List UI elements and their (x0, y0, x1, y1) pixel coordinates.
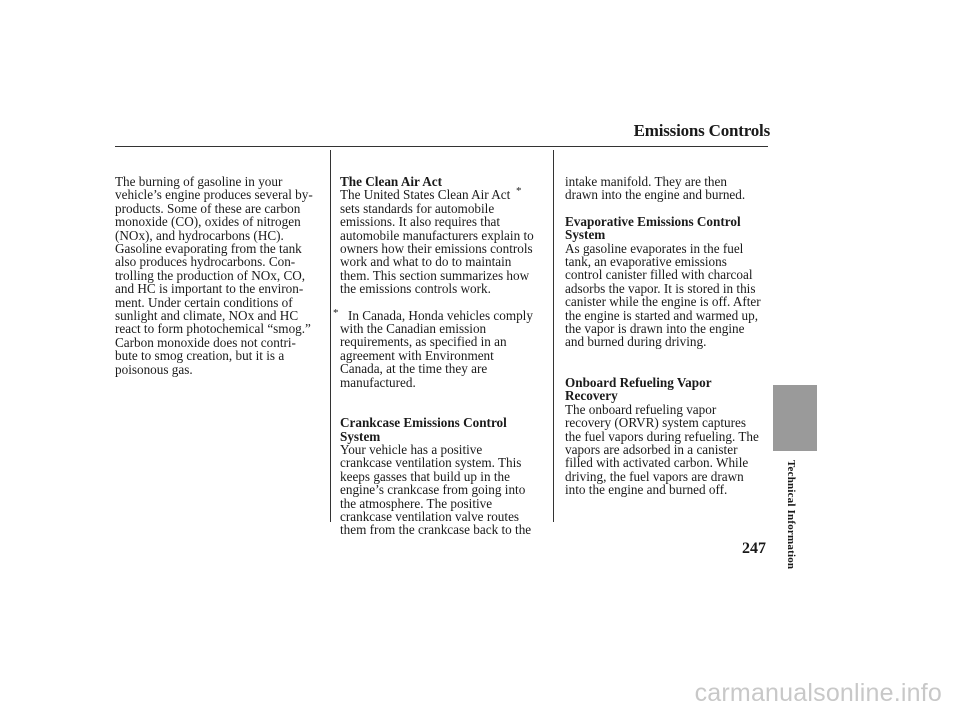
asterisk-mark: * (516, 185, 522, 198)
watermark: carmanualsonline.info (694, 679, 942, 707)
column-divider-right (553, 150, 554, 522)
clean-air-act-text: The United States Clean Air Act sets standards for automobile emissions. It also requires that automobile manufacturers explain to owners how their emissions controls work and what to do to maintain them. This section summarizes how the emissions controls work. (340, 187, 534, 297)
section-tab (773, 385, 817, 451)
spacer (340, 389, 550, 416)
spacer (565, 349, 775, 376)
continued-paragraph: intake manifold. They are then drawn into the engine and burned. (565, 174, 746, 203)
footnote-asterisk: * (333, 306, 339, 319)
orvr-heading: Onboard Refueling Vapor Recovery (565, 374, 712, 404)
middle-column (333, 174, 550, 538)
section-label: Technical Information (785, 460, 797, 570)
evaporative-body: As gasoline evaporates in the fuel tank, an evaporative emissions control canister filled with charcoal adsorbs the vapor. It is stored in this canister while the engine is off. After the engine is started and warmed up, the vapor is drawn into the engine and burned during driving. (565, 240, 761, 350)
spacer (565, 202, 775, 215)
clean-air-act-body (340, 185, 550, 297)
page-number: 247 (742, 540, 766, 557)
orvr-body: The onboard refueling vapor recovery (ORVR) system captures the fuel vapors during refueling. The vapors are adsorbed in a canister filled with activated carbon. While driving, the fuel vapors are drawn into the engine and burned off. (565, 401, 759, 498)
right-column (565, 175, 775, 497)
crankcase-body: Your vehicle has a positive crankcase ventilation system. This keeps gasses that build up in the engine’s crankcase from going into the atmosphere. The positive crankcase ventilation valve routes them from the crankcase back to the (340, 441, 532, 538)
title-divider (115, 146, 768, 147)
intro-paragraph: The burning of gasoline in your vehicle’s engine produces several by- products. Some of these are carbon monoxide (CO), oxides of nitrogen (NOx), and hydrocarbons (HC). Gasoline evaporating from the tank also produces hydrocarbons. Con- trolling the production of NOx, CO, and HC is important to the environ- ment. Under certain conditions of sunlight and climate, NOx and HC react to form photochemical “smog.” Carbon monoxide does not contri- bute to smog creation, but it is a poisonous gas. (115, 174, 313, 377)
crankcase-heading: Crankcase Emissions Control System (340, 415, 507, 444)
left-column (115, 175, 325, 376)
column-divider-left (330, 150, 331, 522)
footnote-text: In Canada, Honda vehicles comply with the Canadian emission requirements, as specified in an agreement with Environment Canada, at the time they are manufactured. (340, 307, 533, 390)
footnote (333, 306, 550, 390)
page-title: Emissions Controls (633, 121, 770, 140)
evaporative-heading: Evaporative Emissions Control System (565, 213, 741, 243)
clean-air-act-heading: The Clean Air Act (340, 174, 442, 189)
spacer (340, 296, 550, 309)
